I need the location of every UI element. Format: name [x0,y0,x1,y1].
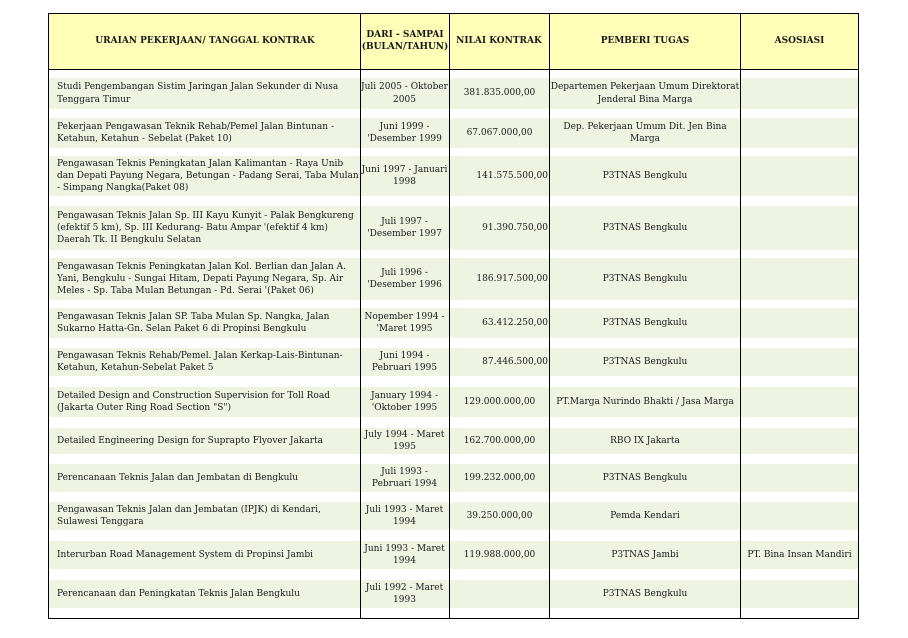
cell-asosiasi [741,464,858,492]
column-divider [740,14,741,618]
cell-pemberi: RBO IX Jakarta [610,435,680,446]
cell-pemberi: P3TNAS Bengkulu [602,273,688,284]
cell-uraian: Pengawasan Teknis Jalan dan Jembatan (IPJK) di Kendari, Sulawesi Tenggara [57,504,321,527]
cell-asosiasi [741,78,858,109]
cell-uraian: Pengawasan Teknis Peningkatan Jalan Kol. Berlian dan Jalan A. Yani, Bengkulu - Sungai Hitam, Depati Payung Negara, Sp. Air Meles - Sp. Taba Mulan Betungan - Pd. Serai '(Paket 06) [57,261,346,297]
cell-uraian: Interurban Road Management System di Propinsi Jambi [57,549,314,560]
header-periode: DARI - SAMPAI (BULAN/TAHUN) [361,29,449,52]
column-divider [360,14,361,618]
contract-experience-table [48,13,859,619]
cell-nilai: 199.232.000,00 [463,472,536,483]
cell-uraian: Pengawasan Teknis Jalan SP. Taba Mulan Sp. Nangka, Jalan Sukarno Hatta-Gn. Selan Paket 6 di Propinsi Bengkulu [57,311,330,334]
header-pemberi: PEMBERI TUGAS [600,35,690,46]
table-row [49,387,858,417]
cell-asosiasi [741,118,858,148]
cell-periode: Juli 1996 - 'Desember 1996 [367,267,442,290]
cell-uraian: Pengawasan Teknis Peningkatan Jalan Kalimantan - Raya Unib dan Depati Payung Negara, Betungan - Padang Serai, Taba Mulan - Simpang Nangka(Paket 08) [57,158,359,194]
cell-uraian: Pengawasan Teknis Rehab/Pemel. Jalan Kerkap-Lais-Bintunan-Ketahun, Ketahun-Sebelat Paket 5 [57,350,343,373]
cell-uraian: Pekerjaan Pengawasan Teknik Rehab/Pemel Jalan Bintunan - Ketahun, Ketahun - Sebelat (Paket 10) [57,121,334,144]
cell-pemberi: P3TNAS Bengkulu [602,588,688,599]
table-row [49,428,858,454]
header-asosiasi: ASOSIASI [774,35,825,46]
cell-nilai: 63.412.250,00 [482,317,548,328]
cell-pemberi: P3TNAS Bengkulu [602,356,688,367]
table-row [49,308,858,338]
cell-nilai: 162.700.000,00 [463,435,536,446]
table-row [49,502,858,530]
cell-pemberi: Departemen Pekerjaan Umum Direktorat Jenderal Bina Marga [550,82,740,105]
table-header [49,14,858,70]
table-row [49,156,858,196]
cell-uraian: Perencanaan Teknis Jalan dan Jembatan di Bengkulu [57,472,299,483]
cell-periode: Juni 1993 - Maret 1994 [364,543,445,566]
cell-pemberi: P3TNAS Bengkulu [602,472,688,483]
header-nilai: NILAI KONTRAK [456,35,542,46]
cell-nilai: 67.067.000,00 [466,127,533,138]
cell-pemberi: P3TNAS Bengkulu [602,222,688,233]
cell-periode: Juli 1992 - Maret 1993 [365,582,444,605]
cell-periode: January 1994 - 'Oktober 1995 [371,390,438,413]
cell-asosiasi [741,206,858,250]
cell-periode: Juli 1997 - 'Desember 1997 [367,216,442,239]
cell-pemberi: Dep. Pekerjaan Umum Dit. Jen Bina Marga [563,121,727,144]
table-row [49,78,858,109]
column-divider [449,14,450,618]
cell-pemberi: P3TNAS Bengkulu [602,170,688,181]
cell-uraian: Detailed Engineering Design for Suprapto Flyover Jakarta [57,435,323,446]
header-uraian: URAIAN PEKERJAAN/ TANGGAL KONTRAK [95,35,315,46]
cell-asosiasi [741,502,858,530]
cell-asosiasi [741,428,858,454]
table-row [49,258,858,300]
cell-pemberi: PT.Marga Nurindo Bhakti / Jasa Marga [556,396,734,407]
cell-nilai [450,580,549,608]
cell-pemberi: Pemda Kendari [610,510,680,521]
cell-asosiasi [741,156,858,196]
cell-periode: Juli 2005 - Oktober 2005 [361,82,448,105]
cell-pemberi: P3TNAS Bengkulu [602,317,688,328]
cell-asosiasi [741,387,858,417]
table-row [49,118,858,148]
cell-nilai: 91.390.750,00 [482,222,548,233]
cell-nilai: 119.988.000,00 [463,549,536,560]
cell-nilai: 186.917.500,00 [476,273,548,284]
column-divider [549,14,550,618]
cell-pemberi: P3TNAS Jambi [611,549,679,560]
cell-nilai: 381.835.000,00 [463,88,536,99]
cell-periode: Nopember 1994 - 'Maret 1995 [364,311,445,334]
cell-periode: Juni 1999 - 'Desember 1999 [367,121,442,144]
table-row [49,541,858,569]
cell-uraian: Studi Pengembangan Sistim Jaringan Jalan Sekunder di Nusa Tenggara Timur [57,82,339,105]
cell-nilai: 141.575.500,00 [476,170,548,181]
cell-nilai: 129.000.000,00 [463,396,536,407]
table-row [49,464,858,492]
cell-nilai: 87.446.500,00 [482,356,548,367]
cell-asosiasi: PT. Bina Insan Mandiri [747,549,852,560]
cell-periode: Juni 1994 - Pebruari 1995 [371,350,438,373]
cell-periode: Juni 1997 - Januari 1998 [361,164,448,187]
cell-asosiasi [741,348,858,376]
table-row [49,206,858,250]
cell-nilai: 39.250.000,00 [466,510,533,521]
cell-asosiasi [741,308,858,338]
cell-periode: Juli 1993 - Pebruari 1994 [371,466,438,489]
cell-periode: Juli 1993 - Maret 1994 [365,504,444,527]
cell-uraian: Pengawasan Teknis Jalan Sp. III Kayu Kunyit - Palak Bengkureng (efektif 5 km), Sp. III Kedurang- Batu Ampar '(efektif 4 km) Daerah Tk. II Bengkulu Selatan [57,210,354,246]
cell-asosiasi [741,258,858,300]
cell-uraian: Perencanaan dan Peningkatan Teknis Jalan Bengkulu [57,588,300,599]
table-row [49,348,858,376]
cell-uraian: Detailed Design and Construction Supervision for Toll Road (Jakarta Outer Ring Road Section "S") [57,390,330,413]
cell-periode: July 1994 - Maret 1995 [364,429,445,452]
table-row [49,580,858,608]
cell-asosiasi [741,580,858,608]
